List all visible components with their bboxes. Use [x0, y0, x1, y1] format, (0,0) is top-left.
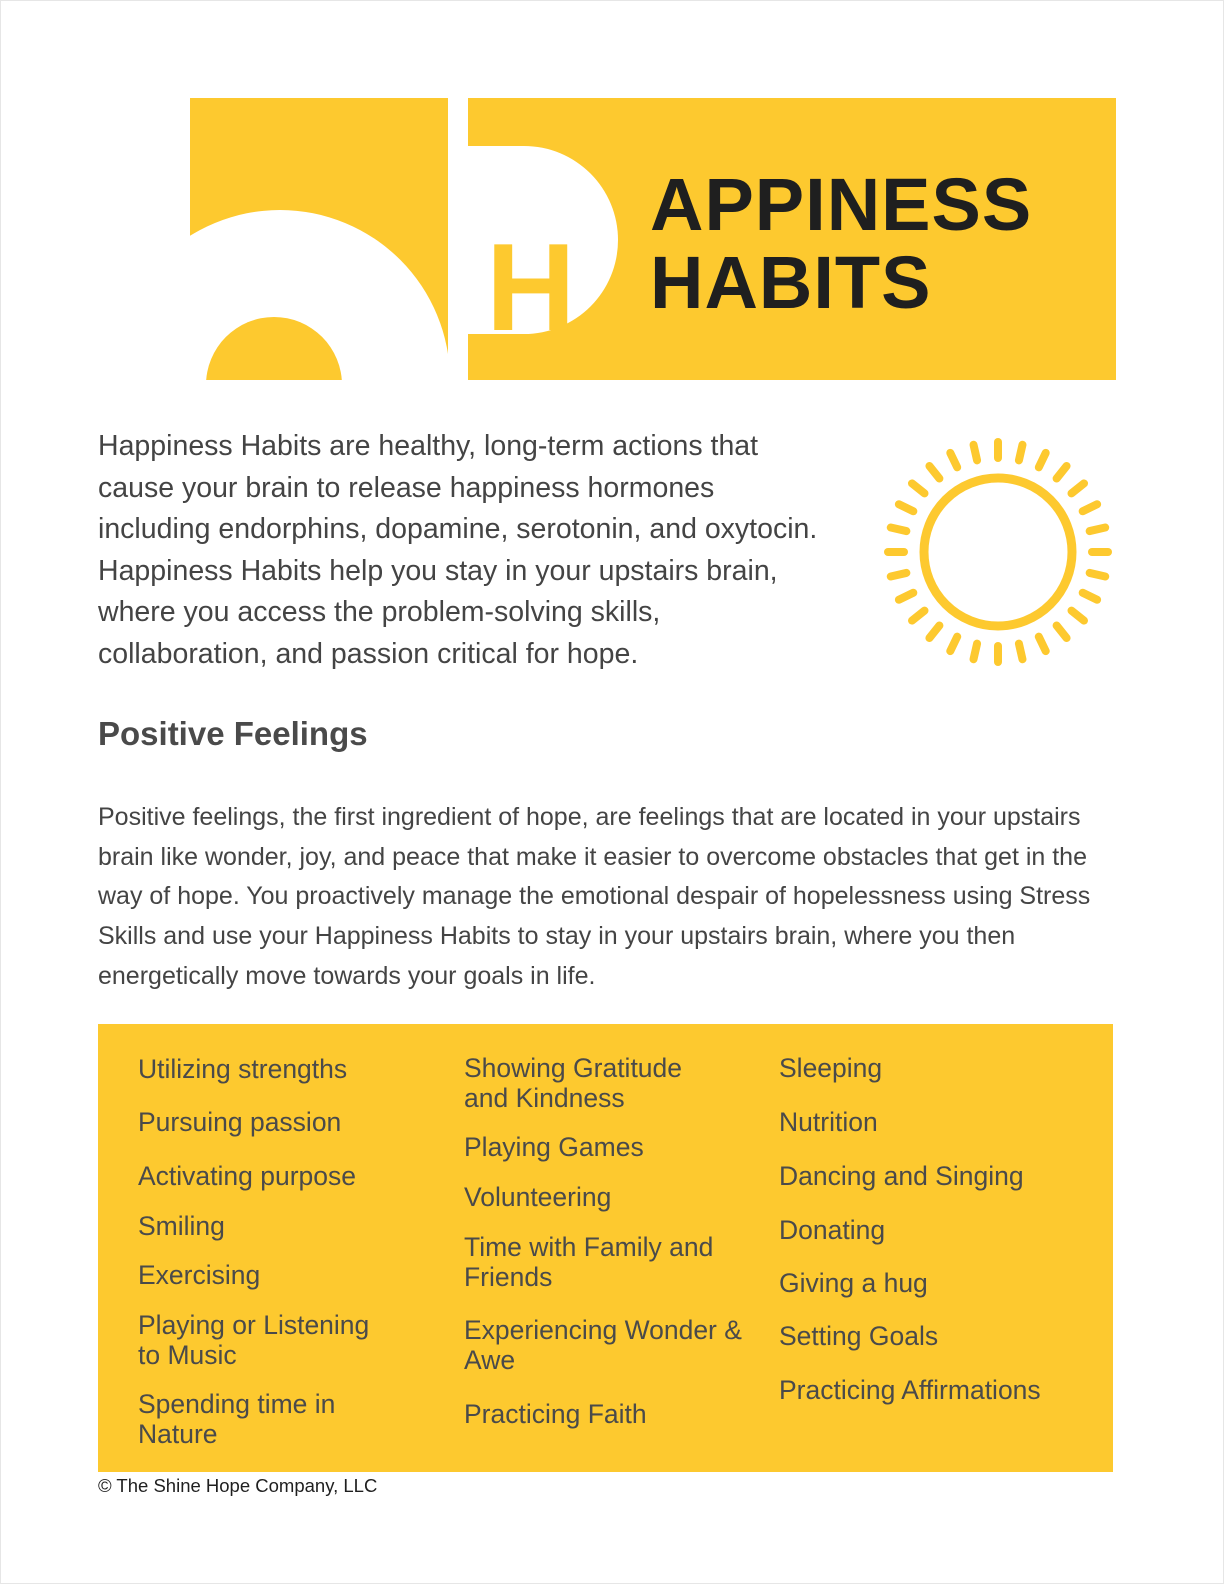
list-item: Setting Goals — [779, 1321, 939, 1351]
list-item: Dancing and Singing — [779, 1161, 1024, 1191]
sun-ray — [899, 593, 913, 600]
sun-ray — [912, 483, 925, 493]
banner-gap — [448, 98, 468, 380]
sun-ray — [950, 453, 957, 467]
sun-ray — [1090, 573, 1106, 577]
sun-ray — [974, 445, 978, 461]
sun-ray — [1039, 453, 1046, 467]
sun-ray — [929, 466, 939, 479]
logo-letter: H — [486, 219, 576, 357]
sun-ray — [1039, 637, 1046, 651]
sun-ray — [929, 625, 939, 638]
list-item: Showing Gratitude and Kindness — [464, 1053, 683, 1113]
sun-ray — [1083, 593, 1097, 600]
sun-ray — [912, 611, 925, 621]
list-item: Spending time in Nature — [138, 1389, 336, 1449]
list-item: Smiling — [138, 1211, 225, 1241]
sun-ray — [1019, 644, 1023, 660]
intro-paragraph: Happiness Habits are healthy, long-term actions that cause your brain to release happiness hormones including endorphins, dopamine, serotonin, and oxytocin. Happiness Habits help you stay in your upstairs brain, where you access the problem-solving skills, collaboration, and passion critical for hope. — [98, 430, 818, 670]
sun-ray — [1071, 611, 1084, 621]
logo-badge — [468, 146, 618, 357]
list-item: Playing or Listening to Music — [138, 1310, 370, 1370]
page-title — [650, 163, 1033, 324]
section-heading: Positive Feelings — [98, 715, 368, 752]
list-item: Practicing Faith — [464, 1399, 647, 1429]
header-banner — [190, 98, 1116, 380]
copyright-footer: © The Shine Hope Company, LLC — [98, 1475, 378, 1496]
sun-ray — [950, 637, 957, 651]
list-item: Playing Games — [464, 1132, 644, 1162]
sun-ray — [891, 573, 907, 577]
sun-ray — [1090, 528, 1106, 532]
banner-title-panel — [468, 98, 1116, 380]
title-line-2: HABITS — [650, 241, 932, 324]
sun-ray — [891, 528, 907, 532]
title-line-1: APPINESS — [650, 163, 1033, 246]
sun-ray — [1057, 466, 1067, 479]
sun-ray — [974, 644, 978, 660]
sun-ray — [1071, 483, 1084, 493]
sun-ray — [1019, 445, 1023, 461]
list-item: Time with Family and Friends — [464, 1232, 714, 1292]
list-item: Practicing Affirmations — [779, 1375, 1041, 1405]
banner-decoration — [190, 98, 448, 380]
sun-ray — [1083, 504, 1097, 511]
list-item: Pursuing passion — [138, 1107, 342, 1137]
list-item: Volunteering — [464, 1182, 612, 1212]
list-item: Exercising — [138, 1260, 261, 1290]
list-item: Nutrition — [779, 1107, 878, 1137]
list-item: Activating purpose — [138, 1161, 357, 1191]
list-item: Experiencing Wonder & Awe — [464, 1315, 742, 1375]
sun-ray — [1057, 625, 1067, 638]
sun-ray — [899, 504, 913, 511]
list-item: Sleeping — [779, 1053, 883, 1083]
sun-icon — [878, 434, 1118, 674]
list-item: Utilizing strengths — [138, 1054, 348, 1084]
list-item: Giving a hug — [779, 1268, 928, 1298]
section-body: Positive feelings, the first ingredient of hope, are feelings that are located in your upstairs brain like wonder, joy, and peace that make it easier to overcome obstacles that get in the way of hope. You proactively manage the emotional despair of hopelessness using Stress Skills and use your Happiness Habits to stay in your upstairs brain, where you then energetically move towards your goals in life. — [98, 803, 1091, 990]
list-item: Donating — [779, 1215, 886, 1245]
habits-list-box — [98, 1024, 1113, 1472]
